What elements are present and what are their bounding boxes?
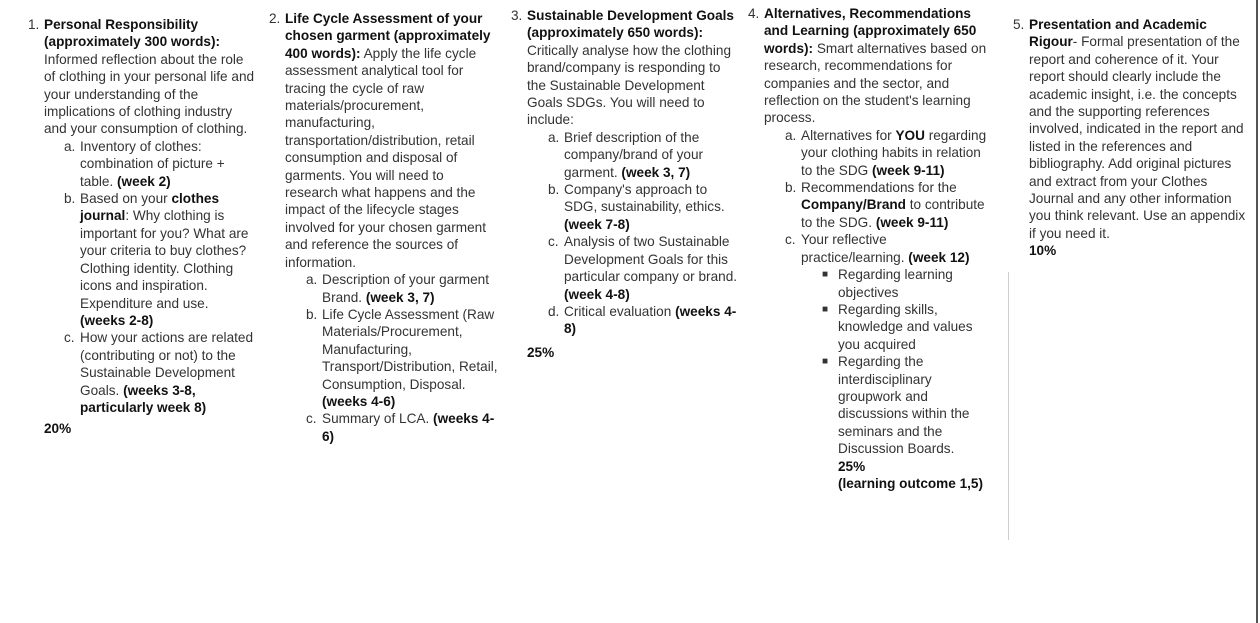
section-4-intro: Smart alternatives based on research, recommendations for companies and the sector, and reflection on the student's learning process. xyxy=(764,40,987,126)
item-letter: a. xyxy=(306,272,318,288)
item-letter: d. xyxy=(548,303,560,319)
item-text: Your reflective practice/learning. xyxy=(801,232,909,265)
item-text: Description of your garment Brand. xyxy=(322,272,489,305)
section-1-percent: 20% xyxy=(44,421,72,437)
section-2-number: 2. xyxy=(269,11,281,26)
item-week: (weeks 4-6) xyxy=(322,411,495,444)
section-4 xyxy=(748,5,990,127)
section-2-item-c xyxy=(306,410,500,445)
item-week: (week 7-8) xyxy=(564,216,630,232)
right-edge-border xyxy=(1256,0,1258,623)
item-letter: a. xyxy=(64,138,76,154)
section-1-item-a xyxy=(64,138,255,190)
section-5-heading: Presentation and Academic Rigour xyxy=(1029,17,1207,50)
section-3-column xyxy=(511,7,738,447)
item-letter: c. xyxy=(785,232,796,248)
section-1 xyxy=(28,16,255,138)
item-week: (week 3, 7) xyxy=(621,164,691,180)
section-3-item-b xyxy=(548,181,738,233)
section-5-percent: 10% xyxy=(1029,243,1057,259)
section-4-item-b xyxy=(785,179,990,231)
item-week: (week 9-11) xyxy=(875,214,949,230)
section-5-intro: - Formal presentation of the report and coherence of it. Your report should clearly include the academic insight, i.e. the concepts and the supporting references involved, indicated in the report and listed in the references and bibliography. Add original pictures and extract from your Clothes Journal and any other information you think relevant. Use an appendix if you need it. xyxy=(1029,34,1246,241)
section-2 xyxy=(269,10,500,271)
item-week: (week 3, 7) xyxy=(365,289,435,305)
item-week: (week 2) xyxy=(117,173,171,189)
section-3-item-c xyxy=(548,233,738,303)
item-text: How your actions are related (contributing or not) to the Sustainable Development Goals. xyxy=(80,330,254,398)
section-5-column xyxy=(1013,16,1253,276)
item-text-after: to contribute to the SDG. xyxy=(801,197,985,230)
section-3-number: 3. xyxy=(511,8,523,23)
item-text: Based on your xyxy=(80,191,172,207)
section-2-column xyxy=(269,10,500,450)
item-letter: b. xyxy=(306,306,318,322)
item-text: Summary of LCA. xyxy=(322,411,434,427)
section-4-item-c xyxy=(785,231,990,266)
section-1-item-c xyxy=(64,329,255,416)
item-week: (week 4-8) xyxy=(564,286,630,302)
item-text-after: : Why clothing is important for you? What are your criteria to buy clothes? Clothing identity. Clothing icons and inspiration. Expenditure and use. xyxy=(80,208,249,311)
section-4-column xyxy=(748,5,990,545)
section-3-intro: Critically analyse how the clothing brand/company is responding to the Sustainable Development Goals SDGs. You will need to include: xyxy=(527,42,732,128)
bullet-text: Regarding skills, knowledge and values you acquired xyxy=(838,301,973,352)
item-text: Critical evaluation xyxy=(564,303,676,319)
item-letter: c. xyxy=(548,234,559,250)
section-2-intro: Apply the life cycle assessment analytical tool for tracing the cycle of raw materials/procurement, manufacturing, transportation/distribution, retail consumption and disposal of garments. You will need to research what happens and the impact of the lifecycle stages involved for your chosen garment and reference the sources of information. xyxy=(285,45,486,270)
item-week: (week 12) xyxy=(908,249,970,265)
section-1-number: 1. xyxy=(28,17,40,32)
bullet-marker: ■ xyxy=(822,269,829,281)
item-letter: a. xyxy=(548,129,560,145)
item-text: Inventory of clothes: combination of picture + table. xyxy=(80,138,225,189)
item-text: Recommendations for the xyxy=(801,180,957,196)
item-bold-term: clothes journal xyxy=(80,191,220,224)
section-5 xyxy=(1013,16,1253,242)
item-bold-term: Company/Brand xyxy=(801,197,906,213)
item-week: (weeks 2-8) xyxy=(80,312,154,328)
item-text: Alternatives for xyxy=(801,127,896,143)
section-1-heading: Personal Responsibility (approximately 300 words): xyxy=(44,17,221,50)
section-4-item-a xyxy=(785,127,990,179)
section-3-item-a xyxy=(548,129,738,181)
item-week: (weeks 3-8, particularly week 8) xyxy=(80,382,207,415)
bullet-text: Regarding the interdisciplinary groupwork and discussions within the seminars and the Discussion Boards. xyxy=(838,354,970,457)
section-3-percent: 25% xyxy=(527,344,555,360)
item-letter: c. xyxy=(306,411,317,427)
section-2-item-a xyxy=(306,271,500,306)
item-text: Life Cycle Assessment (Raw Materials/Procurement, Manufacturing, Transport/Distribution, Retail, Consumption, Disposal. xyxy=(322,306,498,392)
section-2-item-b xyxy=(306,306,500,410)
item-bold-term: YOU xyxy=(895,127,925,143)
section-3 xyxy=(511,7,738,129)
bullet-marker: ■ xyxy=(822,356,829,368)
reflection-bullet-1 xyxy=(822,266,990,301)
section-5-number: 5. xyxy=(1013,17,1025,32)
item-week: (weeks 4-6) xyxy=(322,393,396,409)
section-3-item-d xyxy=(548,303,738,338)
item-text: Brief description of the company/brand of your garment. xyxy=(564,129,704,180)
item-letter: a. xyxy=(785,127,797,143)
item-letter: b. xyxy=(548,182,560,198)
item-text: Company's approach to SDG, sustainability, ethics. xyxy=(564,182,725,215)
section-3-heading: Sustainable Development Goals (approximately 650 words): xyxy=(527,8,734,41)
section-1-item-b xyxy=(64,190,255,329)
section-2-heading: Life Cycle Assessment of your chosen garment (approximately 400 words): xyxy=(285,11,491,61)
reflection-bullet-3 xyxy=(822,353,990,457)
column-divider xyxy=(1008,272,1009,540)
item-text-after: regarding your clothing habits in relation to the SDG xyxy=(801,127,987,178)
item-letter: c. xyxy=(64,330,75,346)
bullet-text: Regarding learning objectives xyxy=(838,267,953,300)
item-week: (weeks 4-8) xyxy=(564,303,737,337)
section-1-intro: Informed reflection about the role of clothing in your personal life and your understanding of the implications of clothing industry and your consumption of clothing. xyxy=(44,51,255,137)
section-4-heading: Alternatives, Recommendations and Learning (approximately 650 words): xyxy=(764,6,977,56)
section-4-learning-outcome: (learning outcome 1,5) xyxy=(838,475,984,491)
item-text: Analysis of two Sustainable Development Goals for this particular company or brand. xyxy=(564,234,738,285)
item-week: (week 9-11) xyxy=(872,162,945,178)
bullet-marker: ■ xyxy=(822,303,829,315)
item-letter: b. xyxy=(64,191,76,207)
section-4-percent: 25% xyxy=(838,458,866,474)
item-letter: b. xyxy=(785,180,797,196)
reflection-bullet-2 xyxy=(822,301,990,353)
section-1-column xyxy=(28,16,255,456)
section-4-number: 4. xyxy=(748,6,760,21)
